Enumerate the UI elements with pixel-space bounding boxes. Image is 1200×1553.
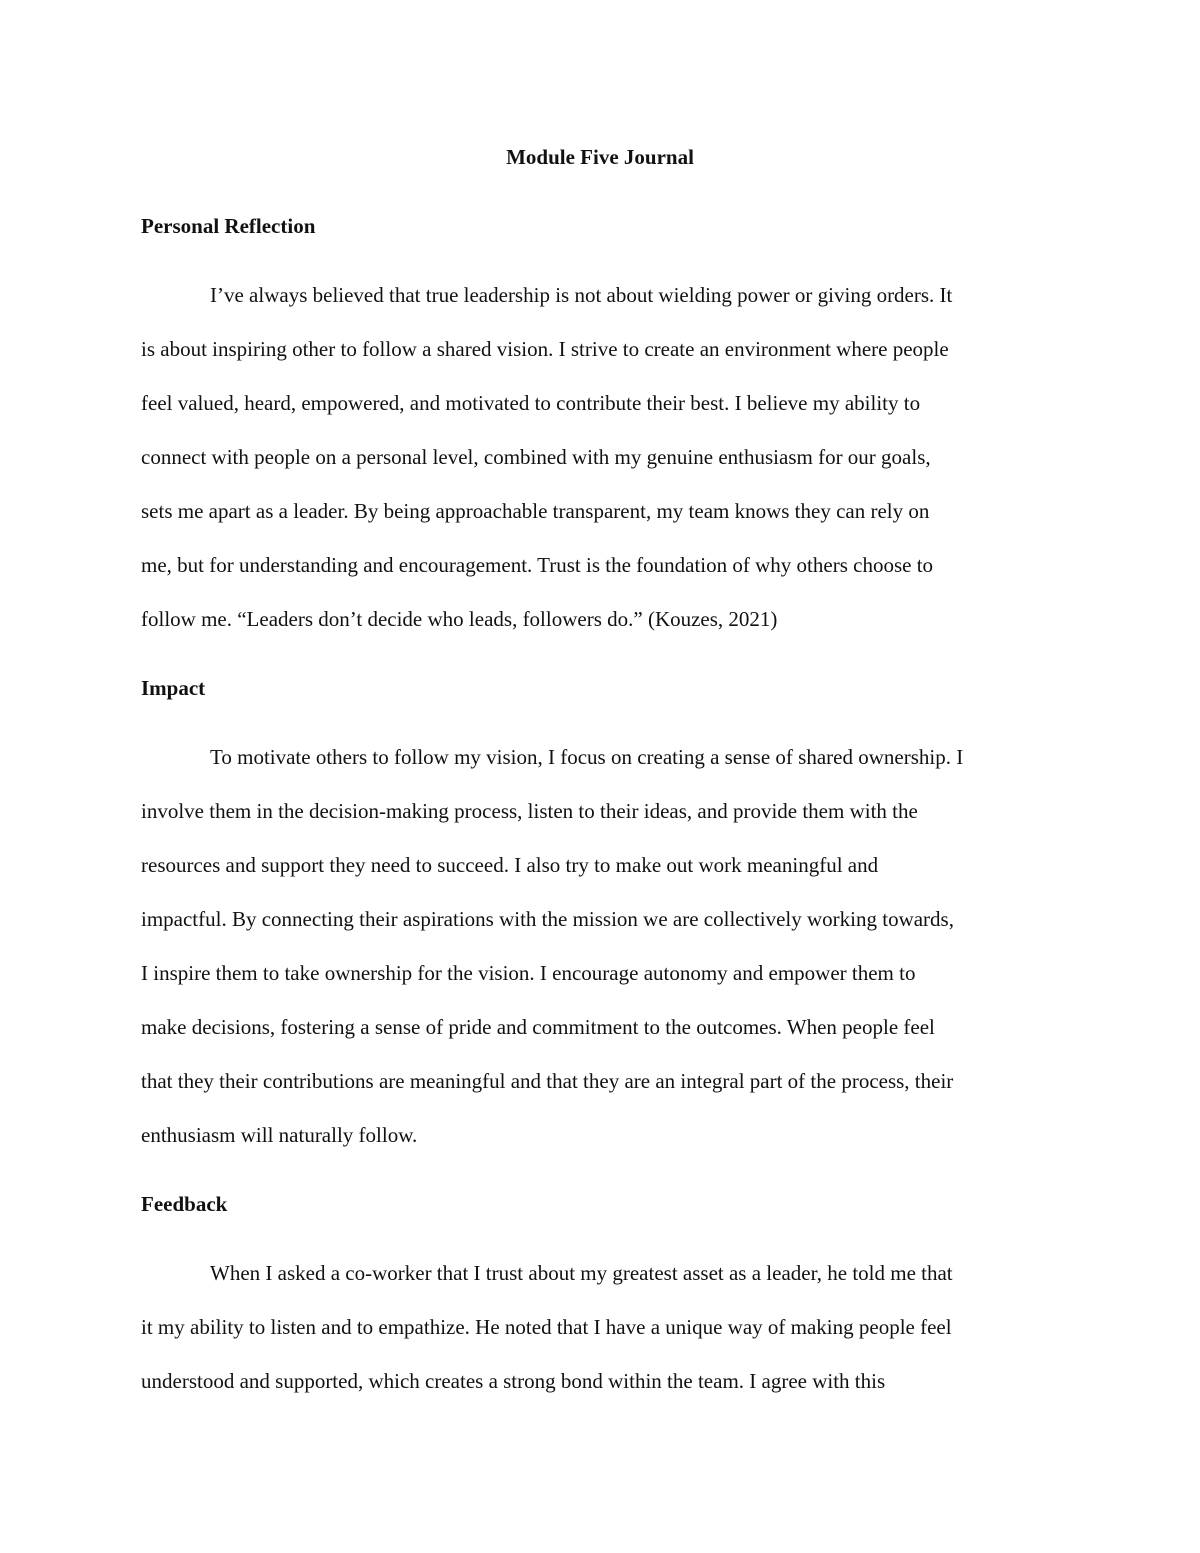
paragraph-line: it my ability to listen and to empathize. He noted that I have a unique way of making people feel (141, 1315, 952, 1339)
document-title: Module Five Journal (506, 145, 694, 169)
paragraph-line: resources and support they need to succeed. I also try to make out work meaningful and (141, 853, 879, 877)
paragraph-line: connect with people on a personal level, combined with my genuine enthusiasm for our goals, (141, 445, 931, 469)
section-heading-feedback: Feedback (141, 1192, 228, 1216)
paragraph-line: I inspire them to take ownership for the vision. I encourage autonomy and empower them to (141, 961, 916, 985)
paragraph-line: me, but for understanding and encouragement. Trust is the foundation of why others choose to (141, 553, 934, 577)
paragraph-line: understood and supported, which creates a strong bond within the team. I agree with this (141, 1369, 886, 1393)
paragraph-feedback (141, 1246, 1059, 1408)
paragraph-line: impactful. By connecting their aspirations with the mission we are collectively working towards, (141, 907, 954, 931)
section-heading-personal-reflection: Personal Reflection (141, 214, 316, 238)
paragraph-line: is about inspiring other to follow a shared vision. I strive to create an environment where people (141, 337, 949, 361)
paragraph-line: sets me apart as a leader. By being approachable transparent, my team knows they can rely on (141, 499, 930, 523)
paragraph-impact (141, 730, 1059, 1162)
paragraph-line: make decisions, fostering a sense of pride and commitment to the outcomes. When people feel (141, 1015, 935, 1039)
paragraph-line: involve them in the decision-making process, listen to their ideas, and provide them with the (141, 799, 918, 823)
paragraph-line: I’ve always believed that true leadership is not about wielding power or giving orders. It (210, 283, 953, 307)
paragraph-line: feel valued, heard, empowered, and motivated to contribute their best. I believe my ability to (141, 391, 921, 415)
paragraph-line: follow me. “Leaders don’t decide who leads, followers do.” (Kouzes, 2021) (141, 607, 778, 631)
paragraph-line: When I asked a co-worker that I trust about my greatest asset as a leader, he told me that (210, 1261, 953, 1285)
section-heading-impact: Impact (141, 676, 206, 700)
paragraph-line: that they their contributions are meaningful and that they are an integral part of the process, their (141, 1069, 954, 1093)
paragraph-personal-reflection (141, 268, 1059, 646)
document-body (141, 130, 1059, 1408)
paragraph-line: To motivate others to follow my vision, I focus on creating a sense of shared ownership. I (210, 745, 964, 769)
paragraph-line: enthusiasm will naturally follow. (141, 1123, 418, 1147)
